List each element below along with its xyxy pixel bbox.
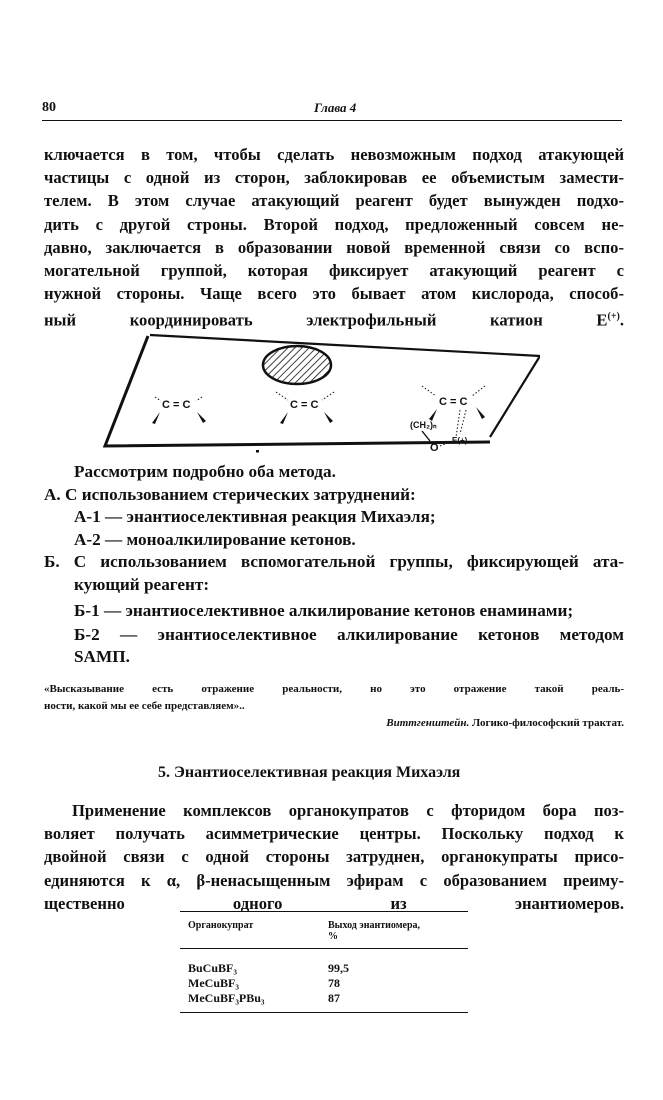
table-cell: MeCuBF₃PBu₃ bbox=[188, 991, 265, 1005]
section-paragraph bbox=[44, 799, 624, 915]
text-line-content: ный координировать электрофильный катион E bbox=[44, 310, 608, 330]
text-line: дить с другой строны. Второй подход, предложенный совсем не- bbox=[44, 214, 624, 234]
section-title: 5. Энантиоселективная реакция Михаэля bbox=[158, 764, 461, 781]
cation-charge: (+) bbox=[607, 311, 620, 323]
text-line: ный координировать электрофильный катион E(+). bbox=[44, 310, 624, 330]
method-a: А. С использованием стерических затруднений: bbox=[44, 484, 416, 504]
method-b2-cont: SAMП. bbox=[74, 647, 130, 666]
ch2-label: (CH₂)ₙ bbox=[410, 420, 437, 430]
alkene-group-2 bbox=[276, 392, 334, 424]
text-line: ключается в том, чтобы сделать невозможным подход атакующей bbox=[44, 145, 624, 164]
intro-paragraph bbox=[44, 143, 624, 332]
text-line: могательной группой, которая фиксирует атакующий реагент с bbox=[44, 261, 624, 281]
methods-intro: Рассмотрим подробно оба метода. bbox=[74, 462, 336, 481]
quote-line: «Высказывание есть отражение реальности, но это отражение такой реаль- bbox=[44, 683, 624, 695]
table-cell: BuCuBF₃ bbox=[188, 961, 237, 975]
table-cell: MeCuBF₃ bbox=[188, 976, 239, 990]
text-line: частицы с одной из сторон, заблокировав ее объемистым замести- bbox=[44, 168, 624, 188]
alkene-group-1 bbox=[152, 397, 206, 424]
table-row bbox=[180, 961, 468, 976]
print-mark bbox=[256, 450, 259, 453]
column-header: Органокупрат bbox=[188, 920, 254, 931]
methods-list bbox=[44, 461, 624, 669]
text-line: воляет получать асимметрические центры. Поскольку подход к bbox=[44, 824, 624, 844]
alkene-label: C = C bbox=[290, 399, 319, 411]
text-line: двойной связи с одной стороны затруднен, органокупраты присо- bbox=[44, 847, 624, 867]
text-line: единяются к α, β-ненасыщенным эфирам с образованием преиму- bbox=[44, 870, 624, 890]
steric-diagram bbox=[100, 330, 540, 460]
column-header-unit: % bbox=[328, 931, 338, 942]
text-line: Применение комплексов органокупратов с фторидом бора поз- bbox=[72, 801, 624, 820]
epigraph bbox=[44, 681, 624, 732]
alkene-label: C = C bbox=[439, 396, 468, 408]
method-b2: Б-2 — энантиоселективное алкилирование кетонов методом bbox=[74, 624, 624, 644]
quote-work: Логико-философский трактат. bbox=[472, 717, 624, 729]
wedge-bond bbox=[324, 412, 333, 423]
method-b-cont: кующий реагент: bbox=[74, 574, 210, 594]
column-header-line: Выход энантиомера, bbox=[328, 920, 421, 931]
alkene-label: C = C bbox=[162, 399, 191, 411]
table-cell: 99,5 bbox=[328, 961, 349, 975]
table-cell: 87 bbox=[328, 991, 340, 1005]
method-b: Б. С использованием вспомогательной группы, фиксирующей ата- bbox=[44, 552, 624, 571]
method-a1: А-1 — энантиоселективная реакция Михаэля; bbox=[74, 507, 436, 526]
quote-line: ности, какой мы ее себе представляем».. bbox=[44, 700, 245, 712]
chapter-title: Глава 4 bbox=[314, 100, 357, 115]
oxygen-label: O bbox=[430, 442, 439, 454]
wedge-bond bbox=[280, 412, 288, 424]
table-cell: 78 bbox=[328, 976, 340, 990]
column-header bbox=[328, 920, 468, 942]
wedge-bond bbox=[476, 407, 485, 419]
page-header bbox=[42, 100, 622, 121]
text-line: нужной стороны. Чаще всего это бывает атом кислорода, способ- bbox=[44, 284, 624, 304]
quote-attribution bbox=[44, 715, 624, 732]
bulky-substituent bbox=[263, 346, 331, 384]
quote-author: Виттгенштейн. bbox=[386, 717, 470, 729]
electrophile-label: E(+) bbox=[452, 436, 468, 445]
results-table bbox=[180, 911, 468, 1013]
table-row bbox=[180, 976, 468, 991]
table-header-row bbox=[180, 920, 468, 942]
method-a2: А-2 — моноалкилирование кетонов. bbox=[74, 529, 356, 549]
wedge-bond bbox=[197, 412, 206, 423]
text-line: телем. В этом случае атакующий реагент будет вынужден подхо- bbox=[44, 191, 624, 211]
text-line: давно, заключается в образовании новой временной связи со вспо- bbox=[44, 237, 624, 257]
wedge-bond bbox=[152, 412, 160, 424]
text-line: щественно одного из энантиомеров. bbox=[44, 893, 624, 913]
method-b1: Б-1 — энантиоселективное алкилирование кетонов енаминами; bbox=[74, 601, 574, 620]
table-row bbox=[180, 991, 468, 1006]
page-number: 80 bbox=[42, 100, 56, 115]
